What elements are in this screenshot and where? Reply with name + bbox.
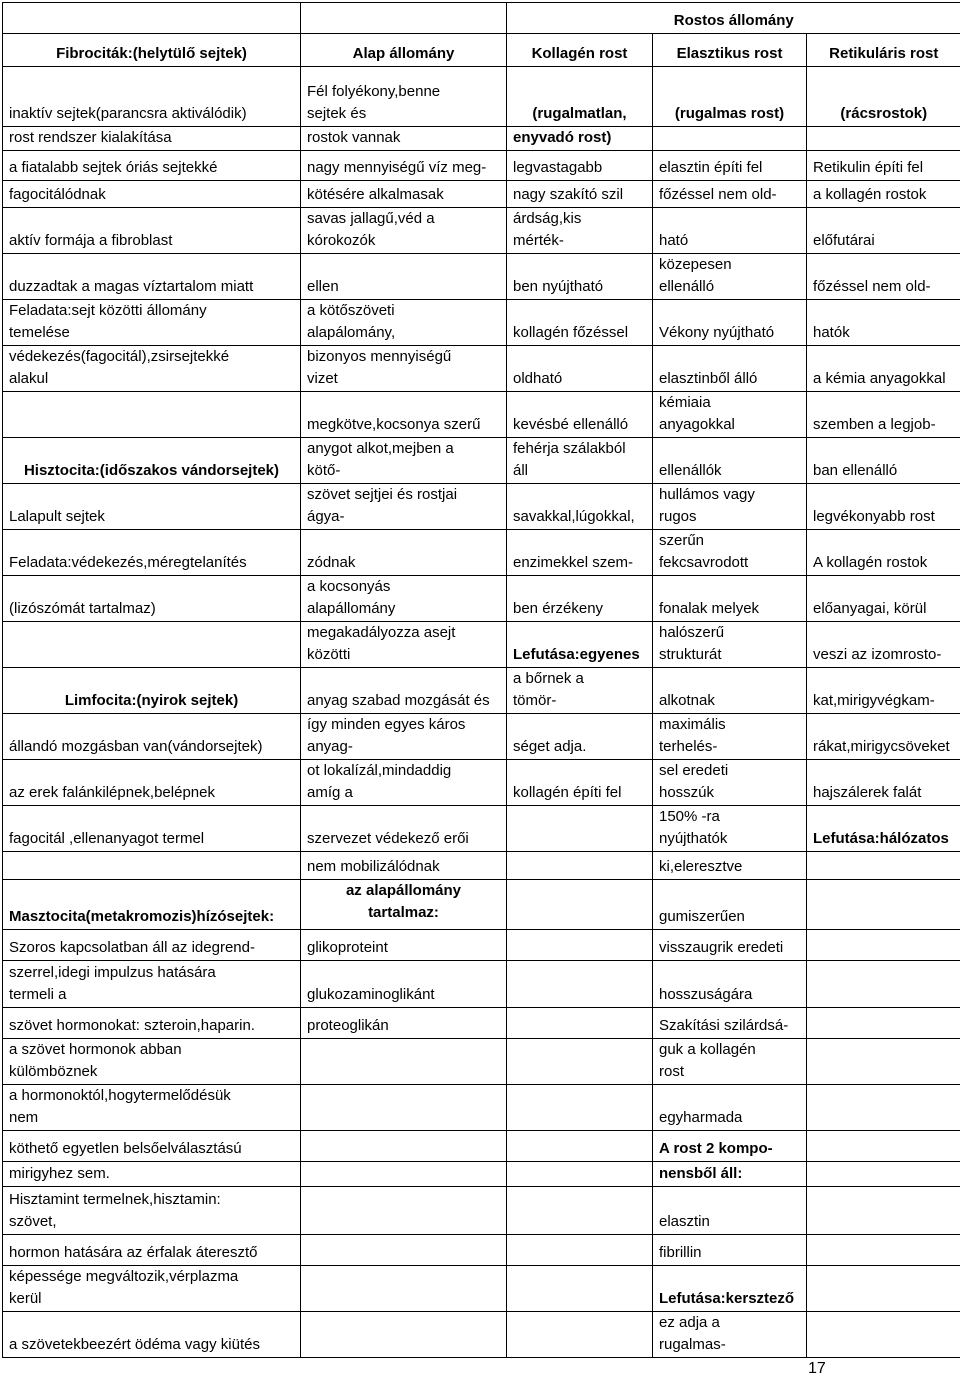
- table-row: [3, 576, 960, 622]
- header-row-top: [3, 3, 960, 34]
- fibrous-matter-title: Rostos állomány: [507, 3, 960, 34]
- table-cell-cell-col: Hisztocita:(időszakos vándorsejtek): [3, 438, 301, 484]
- table-cell-reticular-col: hajszálerek falát: [807, 760, 960, 806]
- table-cell-cell-col: mirigyhez sem.: [3, 1162, 301, 1187]
- page-number: 17: [808, 1360, 826, 1377]
- table-cell-ground-col: [301, 1131, 507, 1162]
- table-cell-collagen-col: [507, 1187, 653, 1235]
- table-cell-collagen-col: [507, 1266, 653, 1312]
- table-row: [3, 1235, 960, 1266]
- table-cell-ground-col: [301, 1235, 507, 1266]
- table-cell-collagen-col: [507, 1131, 653, 1162]
- table-cell-reticular-col: előanyagai, körül: [807, 576, 960, 622]
- table-cell-collagen-col: [507, 1162, 653, 1187]
- table-cell-ground-col: Fél folyékony,benne sejtek és: [301, 67, 507, 127]
- table-cell-cell-col: [3, 622, 301, 668]
- table-cell-collagen-col: a bőrnek a tömör-: [507, 668, 653, 714]
- table-cell-elastic-col: 150% -ra nyújthatók: [653, 806, 807, 852]
- table-cell-collagen-col: [507, 1008, 653, 1039]
- table-cell-reticular-col: A kollagén rostok: [807, 530, 960, 576]
- table-cell-ground-col: [301, 1039, 507, 1085]
- table-cell-reticular-col: a kémia anyagokkal: [807, 346, 960, 392]
- table-cell-ground-col: ot lokalízál,mindaddig amíg a: [301, 760, 507, 806]
- table-cell-collagen-col: [507, 1235, 653, 1266]
- table-cell-cell-col: [3, 852, 301, 880]
- table-row: [3, 714, 960, 760]
- table-cell-ground-col: megkötve,kocsonya szerű: [301, 392, 507, 438]
- table-cell-cell-col: rost rendszer kialakítása: [3, 127, 301, 151]
- table-cell-ground-col: megakadályozza asejt közötti: [301, 622, 507, 668]
- table-cell-cell-col: Feladata:sejt közötti állomány temelése: [3, 300, 301, 346]
- table-cell-elastic-col: ez adja a rugalmas-: [653, 1312, 807, 1358]
- table-cell-elastic-col: elasztin: [653, 1187, 807, 1235]
- header-collagen-fiber: Kollagén rost: [507, 34, 653, 67]
- table-cell-elastic-col: főzéssel nem old-: [653, 181, 807, 208]
- table-row: [3, 67, 960, 127]
- table-cell-cell-col: Masztocita(metakromozis)hízósejtek:: [3, 880, 301, 930]
- header-row: [3, 34, 960, 67]
- table-cell-reticular-col: [807, 1008, 960, 1039]
- table-row: [3, 760, 960, 806]
- table-row: [3, 151, 960, 181]
- table-row: [3, 880, 960, 930]
- table-cell-ground-col: savas jallagű,véd a kórokozók: [301, 208, 507, 254]
- table-cell-cell-col: védekezés(fagocitál),zsirsejtekké alakul: [3, 346, 301, 392]
- table-cell-reticular-col: rákat,mirigycsöveket: [807, 714, 960, 760]
- table-cell-cell-col: állandó mozgásban van(vándorsejtek): [3, 714, 301, 760]
- table-row: [3, 961, 960, 1008]
- table-cell-cell-col: duzzadtak a magas víztartalom miatt: [3, 254, 301, 300]
- table-cell-ground-col: ellen: [301, 254, 507, 300]
- table-cell-reticular-col: hatók: [807, 300, 960, 346]
- table-cell-elastic-col: elasztinből álló: [653, 346, 807, 392]
- table-cell-reticular-col: szemben a legjob-: [807, 392, 960, 438]
- table-cell-elastic-col: közepesen ellenálló: [653, 254, 807, 300]
- table-cell-elastic-col: ható: [653, 208, 807, 254]
- table-cell-elastic-col: alkotnak: [653, 668, 807, 714]
- table-cell-elastic-col: (rugalmas rost): [653, 67, 807, 127]
- table-cell-cell-col: a hormonoktól,hogytermelődésük nem: [3, 1085, 301, 1131]
- table-row: [3, 1039, 960, 1085]
- table-cell-collagen-col: fehérja szálakból áll: [507, 438, 653, 484]
- table-row: [3, 668, 960, 714]
- table-row: [3, 806, 960, 852]
- table-cell-elastic-col: gumiszerűen: [653, 880, 807, 930]
- table-cell-ground-col: bizonyos mennyiségű vizet: [301, 346, 507, 392]
- table-cell-reticular-col: Lefutása:hálózatos: [807, 806, 960, 852]
- header-reticular-fiber: Retikuláris rost: [807, 34, 960, 67]
- table-cell-reticular-col: [807, 1085, 960, 1131]
- table-row: [3, 1266, 960, 1312]
- table-cell-cell-col: Lalapult sejtek: [3, 484, 301, 530]
- table-cell-reticular-col: (rácsrostok): [807, 67, 960, 127]
- table-cell-elastic-col: kémiaia anyagokkal: [653, 392, 807, 438]
- table-row: [3, 1085, 960, 1131]
- table-cell-cell-col: a szövetekbeezért ödéma vagy kiütés: [3, 1312, 301, 1358]
- table-row: [3, 1131, 960, 1162]
- table-row: [3, 346, 960, 392]
- table-row: [3, 127, 960, 151]
- table-cell-elastic-col: Vékony nyújtható: [653, 300, 807, 346]
- table-cell-collagen-col: [507, 806, 653, 852]
- table-cell-collagen-col: [507, 880, 653, 930]
- table-cell-reticular-col: legvékonyabb rost: [807, 484, 960, 530]
- table-cell-collagen-col: oldható: [507, 346, 653, 392]
- table-cell-ground-col: proteoglikán: [301, 1008, 507, 1039]
- table-cell-ground-col: [301, 1162, 507, 1187]
- table-cell-cell-col: szövet hormonokat: szteroin,haparin.: [3, 1008, 301, 1039]
- document-page: [2, 2, 960, 1358]
- table-cell-reticular-col: [807, 852, 960, 880]
- table-cell-elastic-col: egyharmada: [653, 1085, 807, 1131]
- table-cell-reticular-col: veszi az izomrosto-: [807, 622, 960, 668]
- table-cell-ground-col: nagy mennyiségű víz meg-: [301, 151, 507, 181]
- table-cell-ground-col: anygot alkot,mejben a kötő-: [301, 438, 507, 484]
- table-cell-elastic-col: hullámos vagy rugos: [653, 484, 807, 530]
- table-row: [3, 1312, 960, 1358]
- table-cell-cell-col: a szövet hormonok abban külömböznek: [3, 1039, 301, 1085]
- table-cell-reticular-col: [807, 1266, 960, 1312]
- table-cell-collagen-col: [507, 852, 653, 880]
- table-cell-cell-col: Limfocita:(nyirok sejtek): [3, 668, 301, 714]
- table-cell-collagen-col: séget adja.: [507, 714, 653, 760]
- table-cell-collagen-col: [507, 1039, 653, 1085]
- table-cell-elastic-col: Lefutása:kersztező: [653, 1266, 807, 1312]
- table-cell-elastic-col: elasztin építi fel: [653, 151, 807, 181]
- table-cell-cell-col: az erek falánkilépnek,belépnek: [3, 760, 301, 806]
- table-cell-elastic-col: halószerű strukturát: [653, 622, 807, 668]
- table-row: [3, 484, 960, 530]
- table-cell-collagen-col: legvastagabb: [507, 151, 653, 181]
- table-cell-elastic-col: fibrillin: [653, 1235, 807, 1266]
- table-cell-reticular-col: [807, 1187, 960, 1235]
- header-fibrocytes: Fibrociták:(helytülő sejtek): [3, 34, 301, 67]
- table-cell-elastic-col: guk a kollagén rost: [653, 1039, 807, 1085]
- table-cell-ground-col: szervezet védekező erői: [301, 806, 507, 852]
- table-cell-collagen-col: [507, 1085, 653, 1131]
- table-cell-cell-col: (lizószómát tartalmaz): [3, 576, 301, 622]
- table-cell-collagen-col: enzimekkel szem-: [507, 530, 653, 576]
- table-cell-ground-col: kötésére alkalmasak: [301, 181, 507, 208]
- table-cell-ground-col: glukozaminoglikánt: [301, 961, 507, 1008]
- table-cell-collagen-col: (rugalmatlan,: [507, 67, 653, 127]
- table-cell-elastic-col: Szakítási szilárdsá-: [653, 1008, 807, 1039]
- table-row: [3, 1187, 960, 1235]
- table-cell-elastic-col: [653, 127, 807, 151]
- table-cell-reticular-col: [807, 1162, 960, 1187]
- table-cell-cell-col: Szoros kapcsolatban áll az idegrend-: [3, 930, 301, 961]
- table-cell-collagen-col: Lefutása:egyenes: [507, 622, 653, 668]
- table-cell-elastic-col: visszaugrik eredeti: [653, 930, 807, 961]
- table-cell-elastic-col: nensből áll:: [653, 1162, 807, 1187]
- table-cell-collagen-col: kevésbé ellenálló: [507, 392, 653, 438]
- table-cell-elastic-col: szerűn fekcsavrodott: [653, 530, 807, 576]
- histology-table: [2, 2, 960, 1358]
- table-cell-collagen-col: kollagén építi fel: [507, 760, 653, 806]
- table-cell-ground-col: zódnak: [301, 530, 507, 576]
- table-cell-cell-col: Feladata:védekezés,méregtelanítés: [3, 530, 301, 576]
- table-cell-ground-col: anyag szabad mozgását és: [301, 668, 507, 714]
- table-cell-cell-col: Hisztamint termelnek,hisztamin: szövet,: [3, 1187, 301, 1235]
- table-cell-collagen-col: árdság,kis mérték-: [507, 208, 653, 254]
- table-cell-collagen-col: nagy szakító szil: [507, 181, 653, 208]
- table-cell-ground-col: [301, 1187, 507, 1235]
- table-cell-collagen-col: ben nyújtható: [507, 254, 653, 300]
- table-cell-reticular-col: [807, 1131, 960, 1162]
- table-cell-ground-col: az alapállomány tartalmaz:: [301, 880, 507, 930]
- table-cell-cell-col: [3, 392, 301, 438]
- table-cell-reticular-col: kat,mirigyvégkam-: [807, 668, 960, 714]
- table-cell-reticular-col: előfutárai: [807, 208, 960, 254]
- table-cell-reticular-col: [807, 1312, 960, 1358]
- table-cell-cell-col: aktív formája a fibroblast: [3, 208, 301, 254]
- table-cell-cell-col: fagocitál ,ellenanyagot termel: [3, 806, 301, 852]
- table-cell-ground-col: [301, 1312, 507, 1358]
- table-row: [3, 930, 960, 961]
- table-cell-reticular-col: [807, 1039, 960, 1085]
- table-row: [3, 530, 960, 576]
- table-row: [3, 622, 960, 668]
- table-row: [3, 208, 960, 254]
- table-cell-elastic-col: A rost 2 kompo-: [653, 1131, 807, 1162]
- table-cell-reticular-col: a kollagén rostok: [807, 181, 960, 208]
- table-cell-cell-col: hormon hatására az érfalak áteresztő: [3, 1235, 301, 1266]
- table-cell-ground-col: nem mobilizálódnak: [301, 852, 507, 880]
- table-cell-ground-col: a kötőszöveti alapálomány,: [301, 300, 507, 346]
- table-cell-ground-col: [301, 1266, 507, 1312]
- table-cell-ground-col: [301, 1085, 507, 1131]
- table-cell-cell-col: fagocitálódnak: [3, 181, 301, 208]
- table-cell-cell-col: képessége megváltozik,vérplazma kerül: [3, 1266, 301, 1312]
- table-row: [3, 181, 960, 208]
- table-cell-collagen-col: ben érzékeny: [507, 576, 653, 622]
- table-row: [3, 438, 960, 484]
- header-ground-substance: Alap állomány: [301, 34, 507, 67]
- table-row: [3, 1008, 960, 1039]
- table-cell-ground-col: a kocsonyás alapállomány: [301, 576, 507, 622]
- table-cell-elastic-col: ellenállók: [653, 438, 807, 484]
- table-cell-collagen-col: kollagén főzéssel: [507, 300, 653, 346]
- table-cell-cell-col: a fiatalabb sejtek óriás sejtekké: [3, 151, 301, 181]
- table-cell-collagen-col: enyvadó rost): [507, 127, 653, 151]
- table-row: [3, 1162, 960, 1187]
- table-cell-collagen-col: [507, 1312, 653, 1358]
- table-cell-elastic-col: sel eredeti hosszúk: [653, 760, 807, 806]
- table-cell-elastic-col: maximális terhelés-: [653, 714, 807, 760]
- table-cell-reticular-col: [807, 961, 960, 1008]
- table-cell-ground-col: glikoproteint: [301, 930, 507, 961]
- table-cell-reticular-col: [807, 127, 960, 151]
- table-cell-ground-col: rostok vannak: [301, 127, 507, 151]
- table-row: [3, 254, 960, 300]
- header-elastic-fiber: Elasztikus rost: [653, 34, 807, 67]
- table-cell-reticular-col: [807, 930, 960, 961]
- table-cell-elastic-col: hosszuságára: [653, 961, 807, 1008]
- table-cell-reticular-col: [807, 1235, 960, 1266]
- table-cell-reticular-col: Retikulin építi fel: [807, 151, 960, 181]
- table-cell-collagen-col: [507, 961, 653, 1008]
- table-cell-reticular-col: ban ellenálló: [807, 438, 960, 484]
- table-cell-elastic-col: fonalak melyek: [653, 576, 807, 622]
- table-cell-reticular-col: [807, 880, 960, 930]
- table-cell-collagen-col: [507, 930, 653, 961]
- table-row: [3, 852, 960, 880]
- table-cell-ground-col: szövet sejtjei és rostjai ágya-: [301, 484, 507, 530]
- table-cell-ground-col: így minden egyes káros anyag-: [301, 714, 507, 760]
- table-cell-reticular-col: főzéssel nem old-: [807, 254, 960, 300]
- table-body: [3, 67, 960, 1358]
- table-row: [3, 392, 960, 438]
- table-cell-cell-col: szerrel,idegi impulzus hatására termeli a: [3, 961, 301, 1008]
- table-cell-cell-col: inaktív sejtek(parancsra aktiválódik): [3, 67, 301, 127]
- table-cell-elastic-col: ki,eleresztve: [653, 852, 807, 880]
- table-row: [3, 300, 960, 346]
- table-cell-collagen-col: savakkal,lúgokkal,: [507, 484, 653, 530]
- table-cell-cell-col: köthető egyetlen belsőelválasztású: [3, 1131, 301, 1162]
